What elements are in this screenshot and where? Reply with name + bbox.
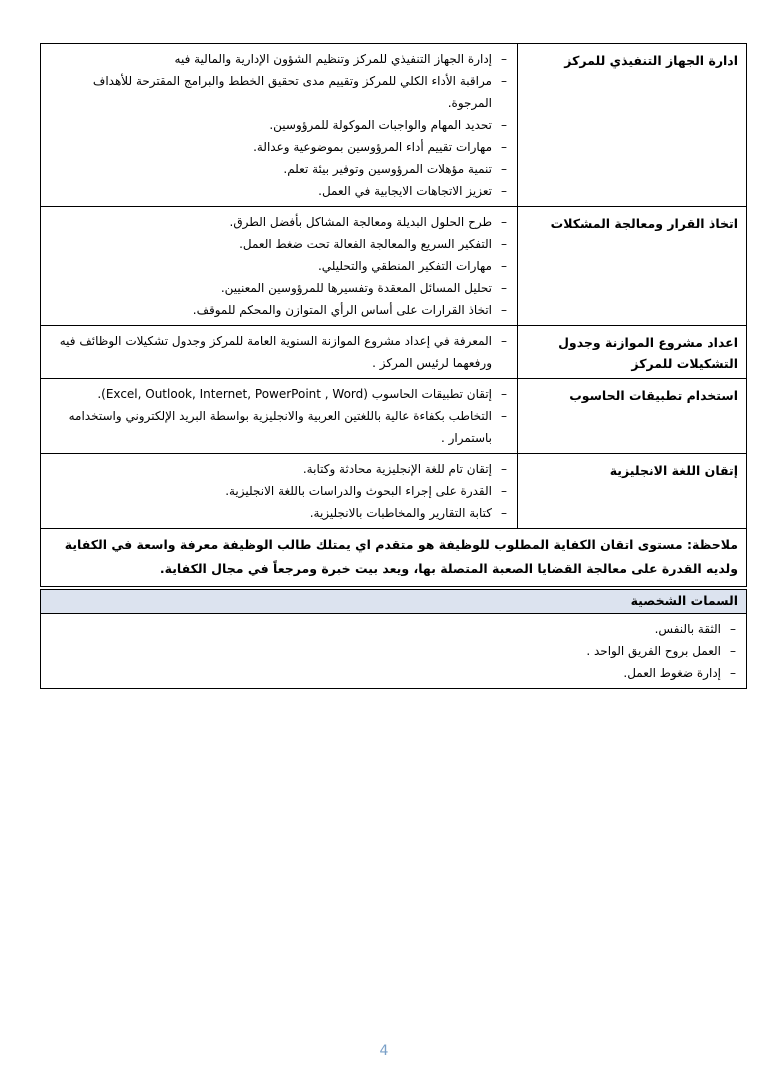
list-item-text: إدارة الجهاز التنفيذي للمركز وتنظيم الشؤون الإدارية والمالية فيه bbox=[174, 52, 492, 66]
table-row bbox=[41, 44, 747, 207]
items-cell bbox=[41, 379, 518, 454]
items-cell bbox=[41, 326, 518, 379]
list-item bbox=[47, 180, 507, 202]
dash-bullet: – bbox=[501, 259, 507, 273]
items-cell bbox=[41, 207, 518, 326]
list-item bbox=[47, 114, 507, 136]
dash-bullet: – bbox=[501, 140, 507, 154]
dash-bullet: – bbox=[501, 215, 507, 229]
list-item bbox=[47, 502, 507, 524]
section-header-row bbox=[41, 590, 747, 614]
competency-table bbox=[40, 43, 747, 587]
dash-bullet: – bbox=[730, 644, 736, 658]
list-item-text: تحليل المسائل المعقدة وتفسيرها للمرؤوسين المعنيين. bbox=[220, 281, 492, 295]
list-item-text: الثقة بالنفس. bbox=[654, 622, 721, 636]
personal-traits-table bbox=[40, 589, 747, 689]
list-item-text: مهارات التفكير المنطقي والتحليلي. bbox=[317, 259, 492, 273]
category-cell: ادارة الجهاز التنفيذي للمركز bbox=[518, 44, 747, 207]
list-item-text: طرح الحلول البديلة ومعالجة المشاكل بأفضل الطرق. bbox=[229, 215, 492, 229]
dash-bullet: – bbox=[501, 334, 507, 348]
dash-bullet: – bbox=[501, 303, 507, 317]
dash-bullet: – bbox=[501, 237, 507, 251]
note-row bbox=[41, 529, 747, 587]
list-item bbox=[47, 158, 507, 180]
list-item-text: تحديد المهام والواجبات الموكولة للمرؤوسين. bbox=[269, 118, 492, 132]
list-item bbox=[47, 211, 507, 233]
list-item-text: التفكير السريع والمعالجة الفعالة تحت ضغط العمل. bbox=[239, 237, 492, 251]
dash-bullet: – bbox=[501, 118, 507, 132]
list-item bbox=[47, 48, 507, 70]
note-text: ملاحظة: مستوى اتقان الكفاية المطلوب للوظيفة هو متقدم اي يمتلك طالب الوظيفة معرفة واسعة في الكفاية ولديه القدرة على معالجة القضايا الصعبة المتصلة بها، ويعد بيت خبرة ومرجعاً في مجال الكفاية. bbox=[41, 529, 747, 587]
dash-bullet: – bbox=[501, 184, 507, 198]
category-cell: استخدام تطبيقات الحاسوب bbox=[518, 379, 747, 454]
table-row bbox=[41, 379, 747, 454]
table-row bbox=[41, 454, 747, 529]
dash-bullet: – bbox=[501, 409, 507, 423]
list-item bbox=[47, 640, 736, 662]
list-item bbox=[47, 277, 507, 299]
list-item-text: تنمية مؤهلات المرؤوسين وتوفير بيئة تعلم. bbox=[283, 162, 492, 176]
list-item-text: إدارة ضغوط العمل. bbox=[623, 666, 721, 680]
document-page bbox=[40, 43, 747, 689]
list-item-text: مراقبة الأداء الكلي للمركز وتقييم مدى تحقيق الخطط والبرامج المقترحة للأهداف المرجوة. bbox=[92, 74, 492, 110]
dash-bullet: – bbox=[730, 622, 736, 636]
list-item bbox=[47, 383, 507, 405]
list-item-text: المعرفة في إعداد مشروع الموازنة السنوية العامة للمركز وجدول تشكيلات الوظائف فيه ورفعهما لرئيس المركز . bbox=[59, 334, 492, 370]
list-item bbox=[47, 70, 507, 114]
list-item bbox=[47, 299, 507, 321]
list-item-text: كتابة التقارير والمخاطبات بالانجليزية. bbox=[309, 506, 492, 520]
dash-bullet: – bbox=[501, 52, 507, 66]
table-row bbox=[41, 207, 747, 326]
category-cell: اتخاذ القرار ومعالجة المشكلات bbox=[518, 207, 747, 326]
list-item bbox=[47, 618, 736, 640]
list-item bbox=[47, 405, 507, 449]
list-item-text: إتقان تام للغة الإنجليزية محادثة وكتابة. bbox=[302, 462, 492, 476]
list-item-text: تعزيز الاتجاهات الايجابية في العمل. bbox=[318, 184, 492, 198]
dash-bullet: – bbox=[501, 281, 507, 295]
items-cell bbox=[41, 454, 518, 529]
page-number: 4 bbox=[379, 1043, 389, 1059]
list-item-text: إتقان تطبيقات الحاسوب (Excel, Outlook, Internet, PowerPoint , Word). bbox=[97, 387, 492, 401]
list-item bbox=[47, 136, 507, 158]
items-cell bbox=[41, 44, 518, 207]
category-cell: إتقان اللغة الانجليزية bbox=[518, 454, 747, 529]
page-footer bbox=[0, 1042, 768, 1060]
items-cell bbox=[41, 614, 747, 689]
list-item-text: مهارات تقييم أداء المرؤوسين بموضوعية وعدالة. bbox=[253, 140, 492, 154]
dash-bullet: – bbox=[501, 74, 507, 88]
list-item bbox=[47, 255, 507, 277]
list-item-text: اتخاذ القرارات على أساس الرأي المتوازن والمحكم للموقف. bbox=[192, 303, 492, 317]
dash-bullet: – bbox=[501, 506, 507, 520]
list-item bbox=[47, 330, 507, 374]
category-cell: اعداد مشروع الموازنة وجدول التشكيلات للمركز bbox=[518, 326, 747, 379]
list-item bbox=[47, 662, 736, 684]
dash-bullet: – bbox=[730, 666, 736, 680]
table-row bbox=[41, 326, 747, 379]
list-item-text: التخاطب بكفاءة عالية باللغتين العربية والانجليزية بواسطة البريد الإلكتروني واستخدامه باستمرار . bbox=[68, 409, 492, 445]
list-item bbox=[47, 480, 507, 502]
table-row bbox=[41, 614, 747, 689]
dash-bullet: – bbox=[501, 387, 507, 401]
list-item-text: العمل بروح الفريق الواحد . bbox=[586, 644, 721, 658]
section-header-title: السمات الشخصية bbox=[41, 590, 747, 614]
list-item bbox=[47, 458, 507, 480]
dash-bullet: – bbox=[501, 462, 507, 476]
dash-bullet: – bbox=[501, 162, 507, 176]
dash-bullet: – bbox=[501, 484, 507, 498]
list-item-text: القدرة على إجراء البحوث والدراسات باللغة الانجليزية. bbox=[225, 484, 492, 498]
list-item bbox=[47, 233, 507, 255]
